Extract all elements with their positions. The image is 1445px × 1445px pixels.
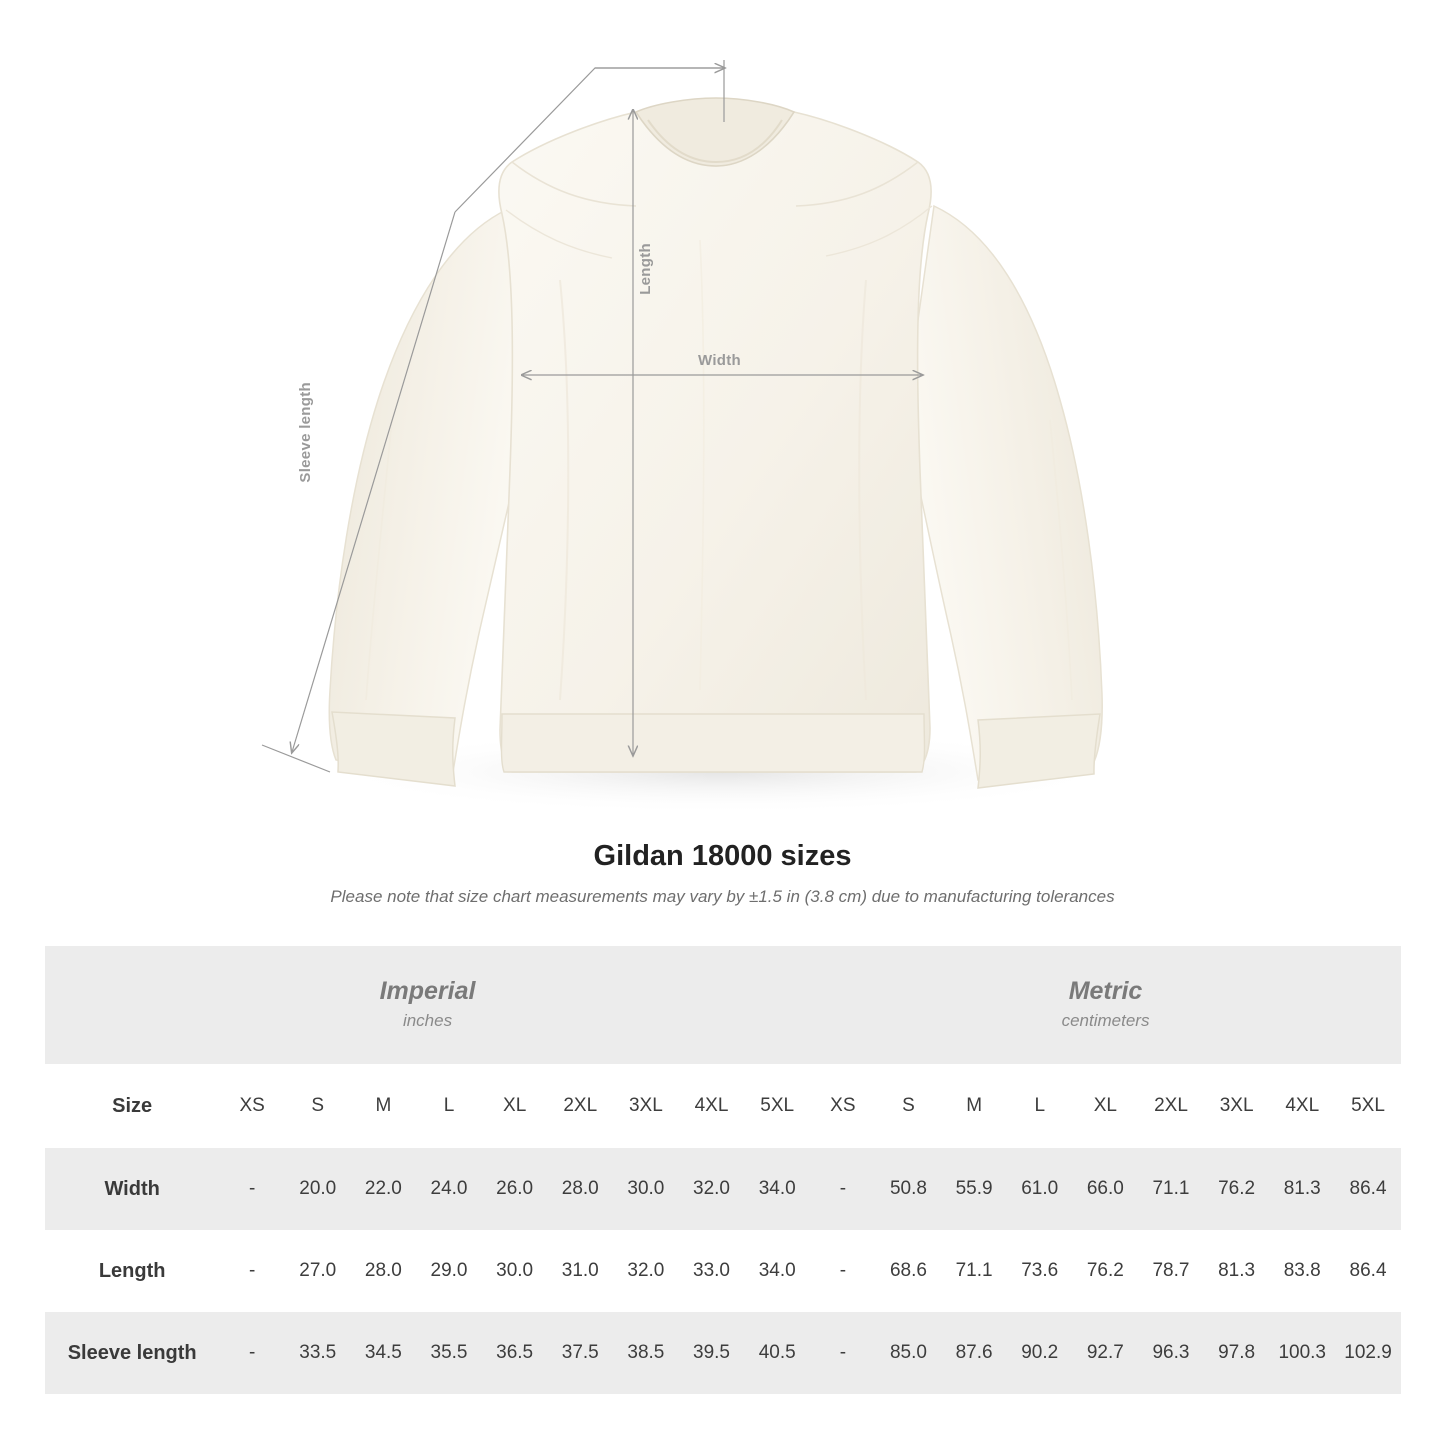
unit-group-metric-subtitle: centimeters [1061,1011,1150,1031]
width-label: Width [698,352,742,369]
cell-length-imperial-s: 27.0 [285,1230,351,1312]
cell-width-metric-s: 50.8 [876,1148,942,1230]
size-col-imperial-xl: XL [482,1064,548,1148]
cell-sleeve-metric-4xl: 100.3 [1269,1312,1335,1394]
table-row [45,1148,1401,1230]
cell-width-imperial-4xl: 32.0 [679,1148,745,1230]
cell-width-metric-3xl: 76.2 [1204,1148,1270,1230]
cell-width-metric-m: 55.9 [941,1148,1007,1230]
cell-width-imperial-xs: - [219,1148,285,1230]
cell-length-imperial-4xl: 33.0 [679,1230,745,1312]
cell-width-metric-2xl: 71.1 [1138,1148,1204,1230]
size-header-row [45,1064,1401,1148]
cell-sleeve-metric-xs: - [810,1312,876,1394]
size-col-metric-4xl: 4XL [1269,1064,1335,1148]
cell-sleeve-imperial-m: 34.5 [351,1312,417,1394]
row-label-sleeve-length: Sleeve length [45,1312,219,1394]
cell-sleeve-imperial-l: 35.5 [416,1312,482,1394]
cell-length-metric-3xl: 81.3 [1204,1230,1270,1312]
size-col-metric-5xl: 5XL [1335,1064,1401,1148]
table-row [45,1230,1401,1312]
size-col-metric-l: L [1007,1064,1073,1148]
cell-sleeve-metric-3xl: 97.8 [1204,1312,1270,1394]
size-col-metric-m: M [941,1064,1007,1148]
length-label: Length [637,243,654,295]
cell-width-imperial-3xl: 30.0 [613,1148,679,1230]
cell-length-metric-2xl: 78.7 [1138,1230,1204,1312]
cell-width-metric-5xl: 86.4 [1335,1148,1401,1230]
size-header-label: Size [45,1064,219,1148]
cell-width-imperial-l: 24.0 [416,1148,482,1230]
cell-length-imperial-xs: - [219,1230,285,1312]
cell-sleeve-metric-xl: 92.7 [1073,1312,1139,1394]
size-col-metric-xs: XS [810,1064,876,1148]
cell-width-metric-l: 61.0 [1007,1148,1073,1230]
size-col-metric-xl: XL [1073,1064,1139,1148]
size-col-imperial-m: M [351,1064,417,1148]
unit-group-metric [810,946,1401,1064]
cell-width-imperial-2xl: 28.0 [547,1148,613,1230]
unit-group-imperial-title: Imperial [379,976,476,1005]
size-col-imperial-2xl: 2XL [547,1064,613,1148]
cell-length-imperial-3xl: 32.0 [613,1230,679,1312]
cell-width-imperial-s: 20.0 [285,1148,351,1230]
cell-width-metric-xl: 66.0 [1073,1148,1139,1230]
size-col-metric-2xl: 2XL [1138,1064,1204,1148]
tolerance-note: Please note that size chart measurements may vary by ±1.5 in (3.8 cm) due to manufacturing tolerances [330,887,1115,906]
size-col-metric-s: S [876,1064,942,1148]
table-row [45,1312,1401,1394]
size-chart-table-container [45,946,1401,1394]
cell-sleeve-metric-5xl: 102.9 [1335,1312,1401,1394]
size-col-metric-3xl: 3XL [1204,1064,1270,1148]
size-col-imperial-5xl: 5XL [744,1064,810,1148]
size-col-imperial-4xl: 4XL [679,1064,745,1148]
title-block [0,840,1445,907]
cell-width-imperial-m: 22.0 [351,1148,417,1230]
cell-length-imperial-2xl: 31.0 [547,1230,613,1312]
cell-width-imperial-5xl: 34.0 [744,1148,810,1230]
cell-sleeve-metric-2xl: 96.3 [1138,1312,1204,1394]
cell-sleeve-imperial-4xl: 39.5 [679,1312,745,1394]
cell-sleeve-imperial-5xl: 40.5 [744,1312,810,1394]
unit-group-metric-title: Metric [1068,976,1143,1005]
size-col-imperial-l: L [416,1064,482,1148]
cell-sleeve-imperial-xl: 36.5 [482,1312,548,1394]
size-col-imperial-3xl: 3XL [613,1064,679,1148]
size-col-imperial-s: S [285,1064,351,1148]
sleeve-length-label: Sleeve length [297,382,314,483]
row-label-width: Width [45,1148,219,1230]
cell-length-imperial-5xl: 34.0 [744,1230,810,1312]
cell-sleeve-imperial-3xl: 38.5 [613,1312,679,1394]
cell-sleeve-metric-m: 87.6 [941,1312,1007,1394]
cell-length-imperial-xl: 30.0 [482,1230,548,1312]
size-chart-table [45,946,1401,1394]
cell-length-metric-5xl: 86.4 [1335,1230,1401,1312]
cell-sleeve-imperial-s: 33.5 [285,1312,351,1394]
cell-width-metric-4xl: 81.3 [1269,1148,1335,1230]
page-title: Gildan 18000 sizes [593,840,852,872]
unit-group-header-row [45,946,1401,1064]
cell-length-metric-4xl: 83.8 [1269,1230,1335,1312]
cell-sleeve-imperial-2xl: 37.5 [547,1312,613,1394]
row-label-length: Length [45,1230,219,1312]
cell-length-metric-xs: - [810,1230,876,1312]
size-col-imperial-xs: XS [219,1064,285,1148]
unit-group-imperial [45,946,810,1064]
cell-sleeve-metric-s: 85.0 [876,1312,942,1394]
cell-length-imperial-m: 28.0 [351,1230,417,1312]
cell-sleeve-imperial-xs: - [219,1312,285,1394]
cell-width-imperial-xl: 26.0 [482,1148,548,1230]
cell-length-metric-s: 68.6 [876,1230,942,1312]
cell-sleeve-metric-l: 90.2 [1007,1312,1073,1394]
cell-length-imperial-l: 29.0 [416,1230,482,1312]
cell-length-metric-xl: 76.2 [1073,1230,1139,1312]
unit-group-imperial-subtitle: inches [402,1011,453,1031]
cell-width-metric-xs: - [810,1148,876,1230]
cell-length-metric-l: 73.6 [1007,1230,1073,1312]
cell-length-metric-m: 71.1 [941,1230,1007,1312]
